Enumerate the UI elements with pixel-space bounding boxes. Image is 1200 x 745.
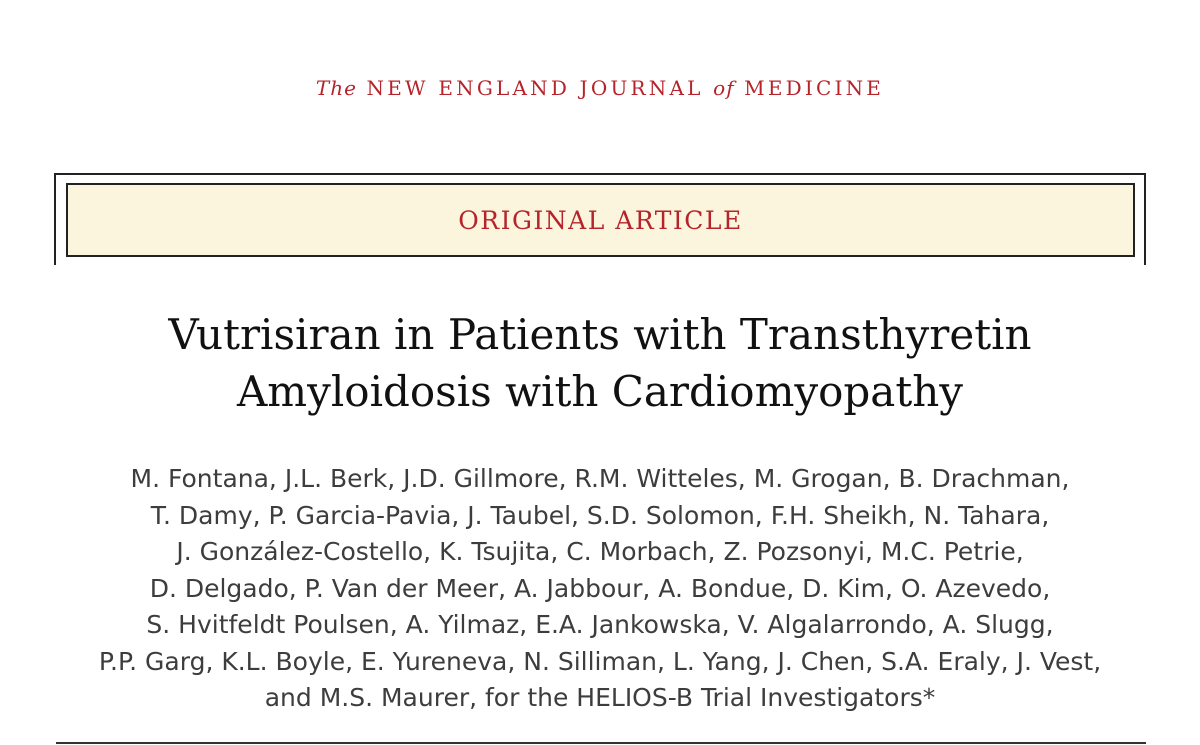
author-line: J. González-Costello, K. Tsujita, C. Morbach, Z. Pozsonyi, M.C. Petrie,: [176, 537, 1024, 566]
title-line: Vutrisiran in Patients with Transthyretin: [168, 310, 1032, 359]
author-line: D. Delgado, P. Van der Meer, A. Jabbour, A. Bondue, D. Kim, O. Azevedo,: [149, 573, 1051, 603]
author-line: M. Fontana, J.L. Berk, J.D. Gillmore, R.M. Witteles, M. Grogan, B. Drachman,: [130, 464, 1070, 493]
author-line: S. Hvitfeldt Poulsen, A. Yilmaz, E.A. Jankowska, V. Algalarrondo, A. Slugg,: [146, 610, 1054, 639]
author-line: T. Damy, P. Garcia-Pavia, J. Taubel, S.D. Solomon, F.H. Sheikh, N. Tahara,: [150, 500, 1050, 530]
article-title: [0, 306, 1200, 420]
masthead-name-part1: NEW ENGLAND JOURNAL: [366, 76, 704, 100]
author-line: P.P. Garg, K.L. Boyle, E. Yureneva, N. Silliman, L. Yang, J. Chen, S.A. Eraly, J. Vest,: [98, 646, 1102, 676]
article-type-banner: [66, 183, 1135, 257]
author-line: and M.S. Maurer, for the HELIOS-B Trial Investigators*: [264, 683, 936, 712]
author-list: [0, 461, 1200, 717]
article-type-label: ORIGINAL ARTICLE: [458, 205, 743, 235]
title-line: Amyloidosis with Cardiomyopathy: [236, 367, 964, 416]
masthead-name-part2: MEDICINE: [744, 76, 885, 100]
journal-masthead: [0, 76, 1200, 100]
masthead-of: of: [713, 76, 735, 100]
section-divider: [56, 742, 1146, 744]
masthead-the: The: [315, 76, 357, 100]
